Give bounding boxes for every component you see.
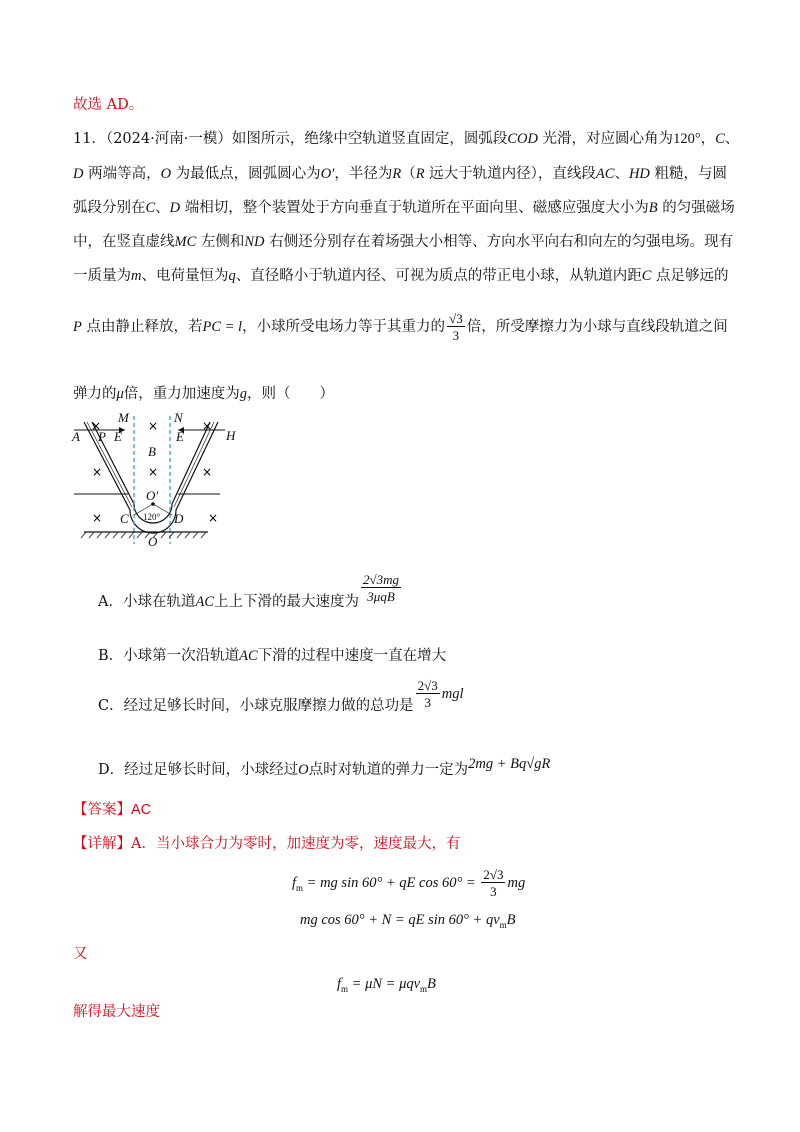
fraction-numerator: 2√3mg: [363, 572, 400, 587]
question-number: 11．: [73, 131, 106, 147]
question-text: 为最低点，圆弧圆心为: [171, 166, 321, 182]
magnetic-field-cross: ×: [148, 465, 159, 479]
math-symbol: P: [73, 319, 82, 335]
question-line-6: [73, 312, 728, 342]
math-symbol: HD: [628, 166, 650, 182]
option-label: D．: [98, 762, 125, 778]
math-symbol: AC: [195, 594, 215, 610]
math-symbol: R: [415, 166, 425, 182]
question-text: 粗糙，与圆: [649, 166, 728, 182]
math-symbol: B: [648, 200, 658, 216]
detail-label: 【详解】: [73, 836, 131, 852]
question-source: （2024·河南·一模）: [105, 131, 232, 147]
math-symbol: f: [292, 875, 297, 891]
question-text: 倍，重力加速度为: [123, 386, 240, 402]
track-diagram: [70, 408, 250, 558]
math-symbol: B: [506, 912, 516, 928]
question-line-2: [73, 164, 727, 184]
question-text: 、: [155, 200, 170, 216]
math-symbol: g: [239, 386, 248, 402]
math-symbol: μ: [116, 386, 124, 402]
math-symbol: C: [641, 268, 652, 284]
question-text: 光滑，对应圆心角为: [537, 131, 674, 147]
option-text: 下滑的过程中速度一直在增大: [257, 648, 447, 664]
fraction-denominator: 3: [424, 695, 431, 710]
math-expression: mg cos 60° + N = qE sin 60° + qv: [300, 912, 500, 928]
option-d: [98, 756, 551, 780]
math-expression: = μN = μqv: [348, 976, 421, 992]
label-e-left: E: [114, 429, 122, 444]
question-text: 、: [724, 131, 740, 147]
math-symbol: O: [298, 762, 309, 778]
magnetic-field-cross: ×: [208, 511, 219, 525]
math-subscript: m: [296, 882, 304, 893]
option-text: 点时对轨道的弹力一定为: [308, 762, 469, 778]
question-text: ，: [700, 131, 716, 147]
math-expression: 2mg + Bq√gR: [468, 756, 551, 772]
equation-1: [292, 868, 525, 898]
option-text: 小球第一次沿轨道: [123, 648, 240, 664]
label-d: D: [174, 511, 184, 526]
question-text: 点由静止释放，若: [81, 319, 203, 335]
math-symbol: ND: [244, 234, 265, 250]
math-symbol: mgl: [441, 686, 464, 702]
magnetic-field-cross: ×: [148, 419, 159, 433]
question-text: 、: [614, 166, 629, 182]
question-text: 、电荷量恒为: [141, 268, 229, 284]
angle-label: 120°: [143, 512, 161, 522]
previous-answer: [73, 95, 143, 115]
fraction-denominator: 3μqB: [367, 589, 395, 604]
label-e-right: E: [176, 429, 184, 444]
math-symbol: mg: [507, 875, 526, 891]
label-o: O: [148, 534, 158, 549]
question-text: 点足够远的: [651, 268, 729, 284]
question-line-1: [73, 129, 739, 149]
math-symbol: q: [228, 268, 236, 284]
math-subscript: m: [341, 983, 349, 994]
math-symbol: C: [715, 131, 725, 147]
magnetic-field-cross: ×: [92, 511, 103, 525]
question-line-3: [73, 198, 735, 218]
magnetic-field-cross: ×: [92, 465, 103, 479]
option-a: [98, 572, 403, 612]
detail-text: 又: [73, 946, 88, 962]
label-h: H: [226, 428, 236, 443]
math-subscript: m: [499, 919, 507, 930]
option-label: C．: [98, 698, 124, 714]
label-p: P: [98, 429, 106, 444]
question-text: （: [401, 166, 416, 182]
detail-intro: [73, 834, 460, 854]
math-symbol: B: [427, 976, 436, 992]
question-line-7: [73, 384, 334, 404]
fraction-sqrt3-over-3: [447, 312, 465, 342]
magnetic-field-cross: ×: [202, 419, 213, 433]
math-subscript: m: [420, 983, 428, 994]
previous-answer-text: 故选 AD。: [73, 97, 144, 113]
detail-text: A．当小球合力为零时，加速度为零，速度最大，有: [131, 836, 461, 852]
fraction: [416, 679, 440, 709]
fraction-denominator: 3: [452, 328, 460, 343]
math-symbol: C: [145, 200, 156, 216]
fraction-denominator: 3: [490, 884, 497, 899]
option-text: 经过足够长时间，小球克服摩擦力做的总功是: [123, 698, 414, 714]
fraction-numerator: 2√3: [483, 867, 504, 882]
math-symbol: MC: [174, 234, 197, 250]
math-symbol: O′: [320, 166, 335, 182]
label-m: M: [118, 410, 129, 425]
option-text: 上上下滑的最大速度为: [214, 594, 360, 610]
question-text: 远大于轨道内径），直线段: [424, 166, 596, 182]
math-symbol: COD: [507, 131, 538, 147]
question-text: 如图所示，绝缘中空轨道竖直固定，圆弧段: [231, 131, 508, 147]
answer-label: 【答案】: [73, 802, 131, 818]
math-symbol: m: [131, 268, 142, 284]
question-text: 一质量为: [73, 268, 131, 284]
fraction-numerator: √3: [449, 311, 463, 326]
math-symbol: D: [73, 166, 84, 182]
answer-line: [73, 800, 151, 820]
question-line-5: [73, 266, 729, 286]
magnetic-field-cross: ×: [202, 465, 213, 479]
math-symbol: R: [392, 166, 402, 182]
question-text: 倍，所受摩擦力为小球与直线段轨道之间: [466, 319, 728, 335]
math-symbol: AC: [239, 648, 258, 664]
option-text: 经过足够长时间，小球经过: [124, 762, 299, 778]
math-symbol: AC: [595, 166, 615, 182]
question-text: 、直径略小于轨道内径、可视为质点的带正电小球，从轨道内距: [235, 268, 642, 284]
label-a: A: [72, 429, 80, 444]
question-text: 两端等高，: [83, 166, 161, 182]
math-expression: = mg sin 60° + qE cos 60° =: [303, 875, 480, 891]
option-b: [98, 646, 446, 666]
question-text: 右侧还分别存在着场强大小相等、方向水平向右和向左的匀强电场。现有: [264, 234, 734, 250]
label-o-prime: O′: [146, 488, 159, 503]
question-text: 弧段分别在: [73, 200, 146, 216]
ground-hatching: [81, 532, 206, 538]
option-text: 小球在轨道: [122, 594, 196, 610]
fraction-numerator: 2√3: [417, 678, 438, 693]
answer-value: AC: [131, 802, 152, 818]
math-symbol: f: [337, 976, 342, 992]
math-symbol: D: [169, 200, 181, 216]
question-text: 弹力的: [73, 386, 117, 402]
option-label: B．: [98, 648, 124, 664]
equation-3: [337, 974, 436, 999]
question-text: 端相切，整个装置处于方向垂直于轨道所在平面向里、磁感应强度大小为: [180, 200, 649, 216]
math-symbol: O: [160, 166, 172, 182]
question-text: ，则（ ）: [247, 386, 335, 402]
math-expression: PC = l: [202, 319, 243, 335]
label-b: B: [148, 444, 156, 459]
again-line: [73, 944, 88, 964]
solve-line: [73, 1002, 160, 1022]
label-c: C: [120, 511, 129, 526]
option-label: A．: [98, 594, 123, 610]
magnetic-field-cross: ×: [91, 419, 102, 433]
question-text: 左侧和: [196, 234, 245, 250]
math-symbol: 120°: [673, 131, 701, 147]
question-line-4: [73, 232, 733, 252]
equation-2: [300, 910, 516, 935]
fraction: [481, 868, 505, 898]
question-text: 的匀强磁场: [657, 200, 735, 216]
question-text: 中，在竖直虚线: [73, 234, 175, 250]
label-n: N: [174, 410, 183, 425]
fraction: [361, 573, 401, 603]
detail-text: 解得最大速度: [73, 1004, 160, 1020]
question-text: ，半径为: [334, 166, 393, 182]
option-c: [98, 678, 464, 716]
question-text: ，小球所受电场力等于其重力的: [242, 319, 446, 335]
